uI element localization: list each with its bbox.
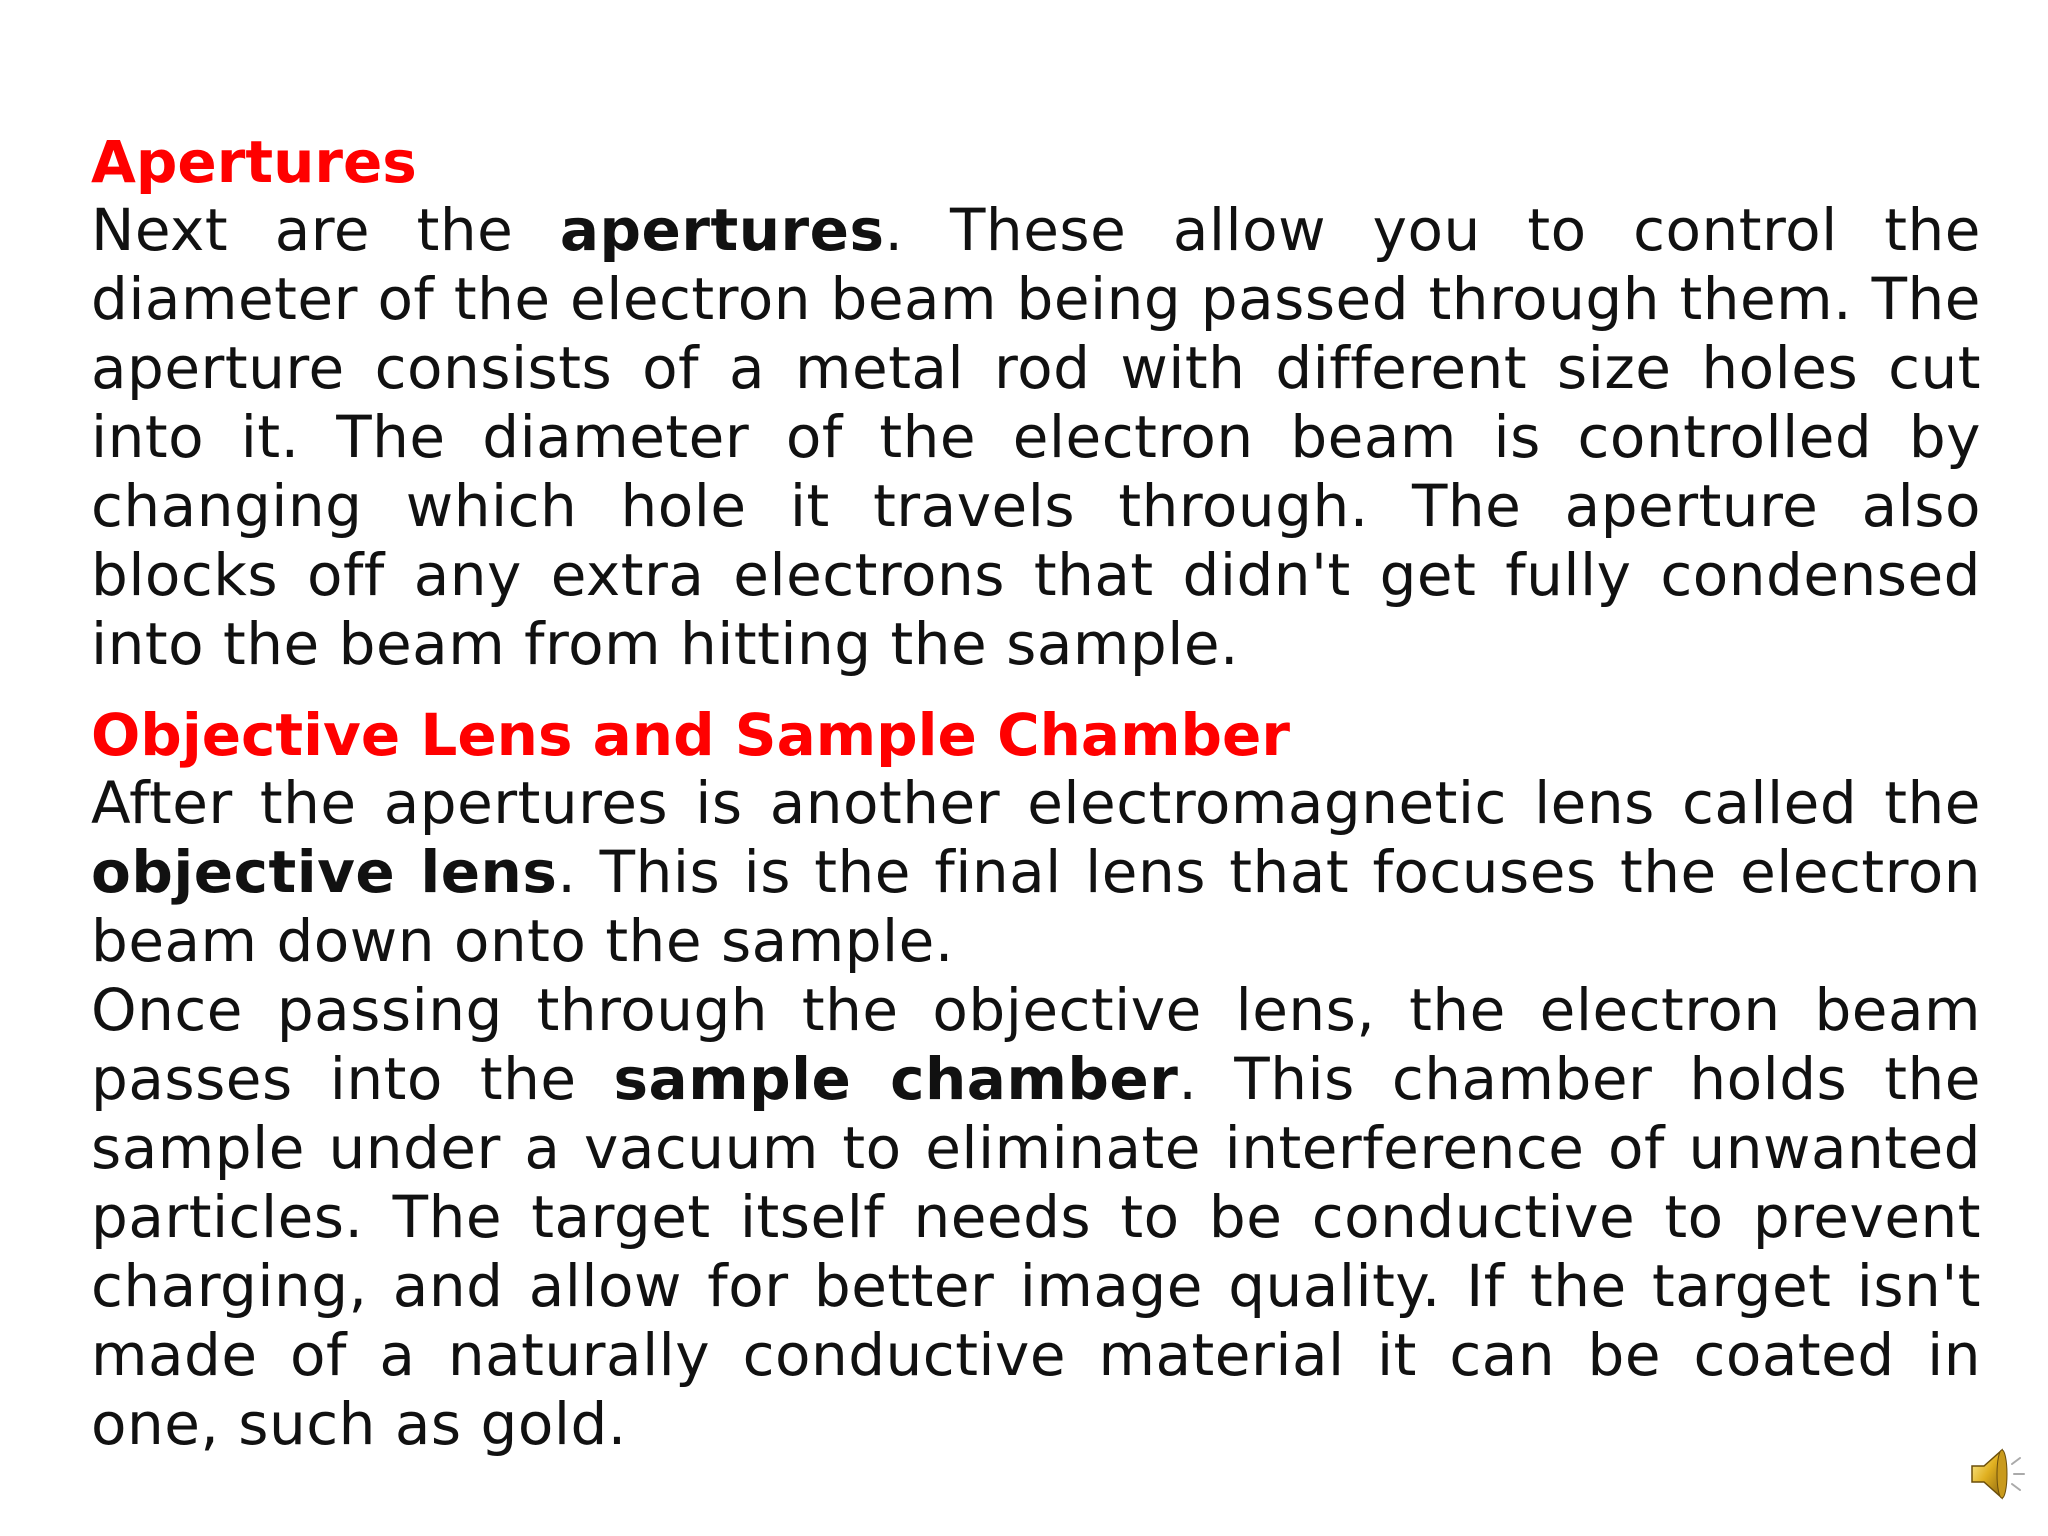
section-spacer — [91, 679, 1981, 701]
speaker-icon[interactable] — [1968, 1442, 2028, 1506]
text-span: Next are the — [91, 196, 560, 264]
text-span: . This chamber holds the sample under a vacuum to eliminate interference of unwanted particles. The target itself needs to be conductive to prevent charging, and allow for better image quality. If the target isn't made of a naturally conductive material it can be coated in one, such as gold. — [91, 1045, 1981, 1458]
text-span: . This is the final lens that focuses the electron beam down onto the sample. — [91, 838, 1981, 975]
apertures-heading: Apertures — [91, 128, 417, 196]
text-span: Once passing through the objective lens, the electron beam passes into the — [91, 976, 1981, 1113]
bold-term-objective-lens: objective lens — [91, 838, 558, 906]
slide-content — [91, 128, 1981, 1459]
sample-chamber-paragraph — [91, 976, 1981, 1459]
objective-lens-paragraph — [91, 769, 1981, 976]
apertures-paragraph — [91, 196, 1981, 679]
text-span: After the apertures is another electromagnetic lens called the — [91, 769, 1981, 837]
text-span: . These allow you to control the diameter of the electron beam being passed through them. The aperture consists of a metal rod with different size holes cut into it. The diameter of the electron beam is controlled by changing which hole it travels through. The aperture also blocks off any extra electrons that didn't get fully condensed into the beam from hitting the sample. — [91, 196, 1981, 678]
bold-term-sample-chamber: sample chamber — [613, 1045, 1179, 1113]
bold-term-apertures: apertures — [559, 196, 885, 264]
objective-lens-heading: Objective Lens and Sample Chamber — [91, 701, 1290, 769]
